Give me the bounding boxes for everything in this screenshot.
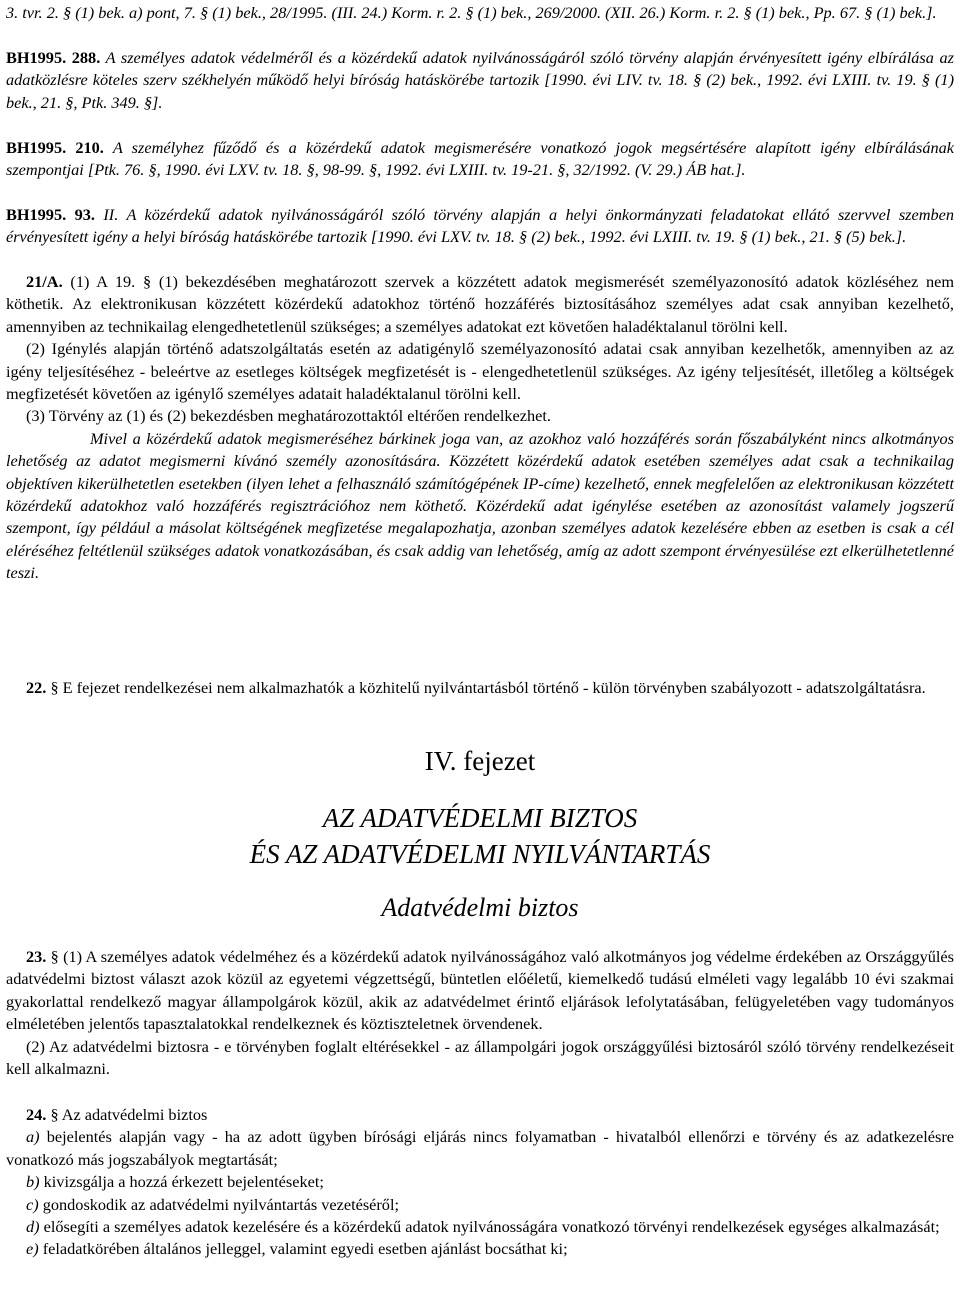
section-22-paragraph <box>6 677 954 699</box>
chapter-subtitle <box>6 892 954 924</box>
section-21a-p1 <box>6 271 954 338</box>
court-ruling-roman: II. <box>103 205 119 224</box>
section-24-item-d <box>6 1216 954 1238</box>
section-24-item-e <box>6 1238 954 1260</box>
item-text: gondoskodik az adatvédelmi nyilvántartás vezetéséről; <box>42 1194 399 1214</box>
court-ruling-ref: BH1995. 210. <box>6 138 104 157</box>
item-letter: d) <box>26 1217 40 1237</box>
section-number: 24. <box>26 1105 47 1124</box>
court-ruling-210-paragraph <box>6 137 954 182</box>
court-ruling-288-paragraph <box>6 47 954 114</box>
section-21a <box>6 271 954 585</box>
chapter-title-line2: ÉS AZ ADATVÉDELMI NYILVÁNTARTÁS <box>249 839 711 869</box>
section-23-p2: (2) Az adatvédelmi biztosra - e törvényben foglalt eltérésekkel - az állampolgári jogok országgyűlési biztosáról szóló törvény rendelkezéseit kell alkalmazni. <box>6 1036 954 1079</box>
court-ruling-ref: BH1995. 288. <box>6 48 101 67</box>
section-24 <box>6 1104 954 1261</box>
chapter-heading <box>6 744 954 778</box>
court-ruling-93 <box>6 204 954 249</box>
section-24-item-b <box>6 1171 954 1193</box>
court-ruling-text: A közérdekű adatok nyilvánosságáról szóló törvény alapján a helyi önkormányzati feladatokat ellátó szervvel szemben érvényesített igény a helyi bíróság hatáskörébe tartozik [1990. évi LXV. tv. 18. § (2) bek., 1992. évi LXIII. tv. 19. § (1) bek., 21. § (5) bek.]. <box>6 205 954 247</box>
court-ruling-93-paragraph <box>6 204 954 249</box>
section-text: § E fejezet rendelkezései nem alkalmazhatók a közhitelű nyilvántartásból történő - külön törvényben szabályozott - adatszolgáltatásra. <box>50 678 926 697</box>
chapter-subtitle-text: Adatvédelmi biztos <box>381 893 579 922</box>
section-number: 21/A. <box>26 272 63 291</box>
intro-citation <box>6 2 954 24</box>
court-ruling-text: A személyhez fűződő és a közérdekű adatok megismerésére vonatkozó jogok megsértésére alapított igény elbírálásának szempontjai [Ptk. 76. §, 1990. évi LXV. tv. 18. §, 98-99. §, 1992. évi LXIII. tv. 19-21. §, 32/1992. (V. 29.) ÁB hat.]. <box>6 138 954 180</box>
section-23-p1 <box>6 946 954 1036</box>
section-text: (1) A 19. § (1) bekezdésében meghatározott szervek a közzétett adatok megismerését személyazonosító adatok közléséhez nem köthetik. Az elektronikusan közzétett közérdekű adatokhoz történő hozzáférés biztosításához személyes adat csak annyiban kezelhető, amennyiben az technikailag elengedhetetlenül szükséges; a személyes adatokat ezt követően haladéktalanul törölni kell. <box>6 272 954 336</box>
item-text: elősegíti a személyes adatok kezelésére és a közérdekű adatok nyilvánosságára vonatkozó törvényi rendelkezések egységes alkalmazását; <box>43 1217 940 1237</box>
section-24-item-c <box>6 1194 954 1216</box>
item-text: feladatkörében általános jelleggel, valamint egyedi esetben ajánlást bocsáthat ki; <box>42 1239 568 1259</box>
court-ruling-288 <box>6 47 954 114</box>
item-letter: b) <box>26 1172 40 1192</box>
item-letter: c) <box>26 1194 39 1214</box>
item-letter: e) <box>26 1239 39 1259</box>
section-text: § (1) A személyes adatok védelméhez és a közérdekű adatok nyilvánosságához való alkotmányos jog védelme érdekében az Országgyűlés adatvédelmi biztost választ azok közül az egyetemi végzettségű, büntetlen előéletű, kiemelkedő tudású elméleti vagy legalább 10 évi szakmai gyakorlattal rendelkező magyar állampolgárok közül, akik az adatvédelmet érintő eljárások lefolytatásában, felügyeletében vagy tudományos elméletében jelentős tapasztalatokkal rendelkeznek és köztiszteletnek örvendenek. <box>6 947 954 1034</box>
section-21a-p2: (2) Igénylés alapján történő adatszolgáltatás esetén az adatigénylő személyazonosító adatai csak annyiban kezelhetők, amennyiben az az igény teljesítéséhez - beleértve az esetleges költségek megfizetését is - elengedhetetlenül szükséges. Az igény teljesítését, illetőleg a költségek megfizetését követően az igénylő személyes adatait haladéktalanul törölni kell. <box>6 339 954 404</box>
chapter-label: IV. fejezet <box>424 746 536 776</box>
section-number: 23. <box>26 947 47 966</box>
item-letter: a) <box>26 1127 40 1147</box>
section-23 <box>6 946 954 1080</box>
intro-citation-text: 3. tvr. 2. § (1) bek. a) pont, 7. § (1) bek., 28/1995. (III. 24.) Korm. r. 2. § (1) bek., 269/2000. (XII. 26.) Korm. r. 2. § (1) bek., Pp. 67. § (1) bek.]. <box>6 3 937 22</box>
section-24-intro <box>6 1104 954 1126</box>
section-21a-p3: (3) Törvény az (1) és (2) bekezdésben meghatározottaktól eltérően rendelkezhet. <box>26 406 551 426</box>
court-ruling-text: A személyes adatok védelméről és a közérdekű adatok nyilvánosságáról szóló törvény alapján érvényesített igény elbírálása az adatközlésre köteles szerv székhelyén működő helyi bíróság hatáskörébe tartozik [1990. évi LIV. tv. 18. § (2) bek., 1992. évi LXIII. tv. 19. § (1) bek., 21. §, Ptk. 349. §]. <box>6 48 954 112</box>
item-text: bejelentés alapján vagy - ha az adott ügyben bírósági eljárás nincs folyamatban - hivatalból ellenőrzi e törvény és az adatkezelésre vonatkozó más jogszabályok megtartását; <box>6 1127 954 1169</box>
court-ruling-ref: BH1995. 93. <box>6 205 95 224</box>
section-24-item-a <box>6 1126 954 1171</box>
section-number: 22. <box>26 678 47 697</box>
section-22 <box>6 677 954 699</box>
section-text: § Az adatvédelmi biztos <box>50 1105 208 1124</box>
court-ruling-210 <box>6 137 954 182</box>
item-text: kivizsgálja a hozzá érkezett bejelentéseket; <box>43 1172 324 1192</box>
chapter-title <box>6 800 954 872</box>
chapter-title-line1: AZ ADATVÉDELMI BIZTOS <box>322 803 638 833</box>
section-21a-commentary: Mivel a közérdekű adatok megismeréséhez bárkinek joga van, az azokhoz való hozzáférés során főszabályként nincs alkotmányos lehetőség az adatot megismerni kívánó személy azonosítására. Közzétett közérdekű adatok esetében személyes adat csak a technikailag objektíven kikerülhetetlen esetekben (ilyen lehet a felhasználó számítógépének IP-címe) kezelhető, ennek megfelelően az elektronikusan közzétett közérdekű adatokhoz való hozzáférés regisztrációhoz nem köthető. Közérdekű adat igénylése esetében az azonosítást valamely jogszerű szempont, így például a másolat költségének megfizetése megalapozhatja, azonban személyes adatok kezelésére ebben az esetben is csak a cél eléréséhez feltétlenül szükséges adatok vonatkozásában, és csak addig van lehetőség, amíg az adott szempont érvényesülése ezt elkerülhetetlenné teszi. <box>6 428 954 583</box>
